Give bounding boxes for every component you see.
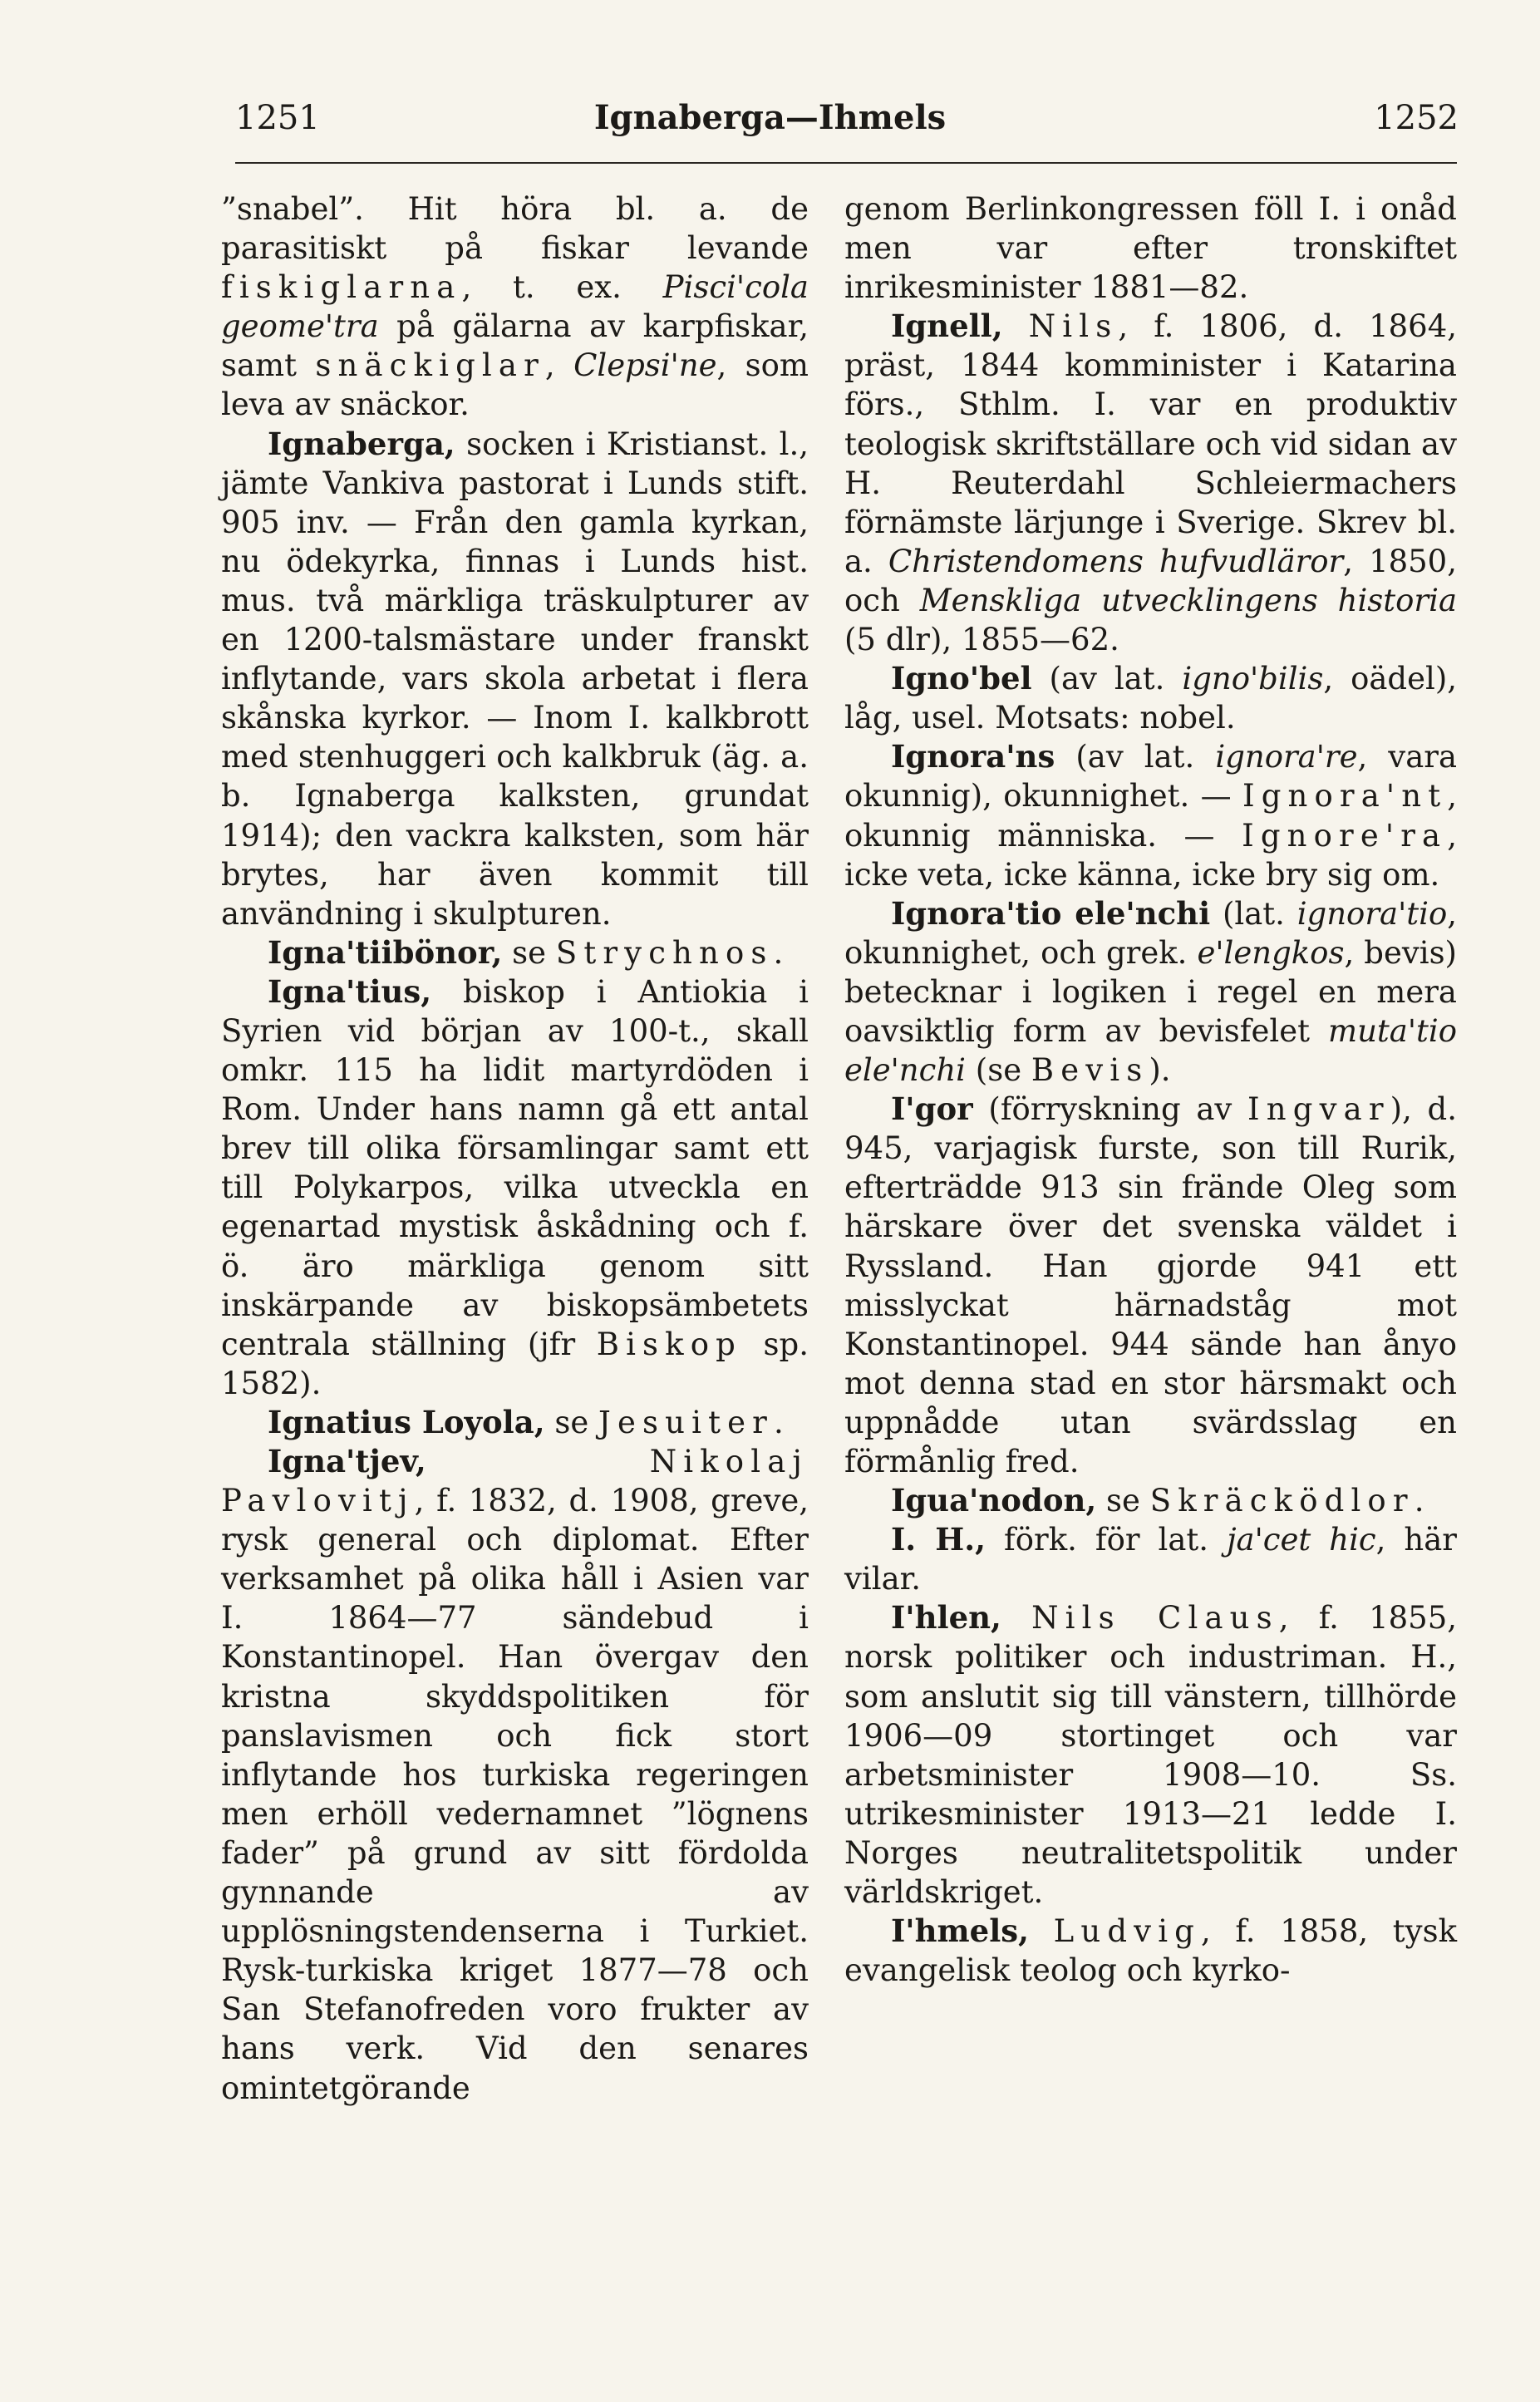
spaced-name: Nikolaj Pavlovitj bbox=[221, 1444, 809, 1519]
spaced-name: Bevis bbox=[1031, 1052, 1149, 1089]
entry-headword: I'gor bbox=[891, 1090, 973, 1128]
continued-text bbox=[221, 190, 809, 425]
entry-text: (lat. bbox=[1210, 895, 1297, 932]
entry-text: (av lat. bbox=[1031, 661, 1183, 697]
entry-text: , icke veta, icke känna, icke bry sig om. bbox=[844, 817, 1457, 893]
entry-text: . bbox=[773, 934, 784, 971]
entry-text: ). bbox=[1149, 1052, 1171, 1089]
entry-text: , okunnig människa. — bbox=[844, 778, 1457, 854]
italic-term: Menskliga utvecklingens historia bbox=[919, 582, 1457, 618]
entry-text: , vara okunnig), okunnighet. — bbox=[844, 739, 1457, 815]
spaced-name: fiskiglarna bbox=[221, 269, 462, 306]
spaced-name: Nils Claus bbox=[1031, 1600, 1279, 1637]
entry-text: , f. 1855, norsk politiker och industriman. H., som anslutit sig till vänstern, tillhörde 1906—09 stortinget och var arbetsminister 1908—10. Ss. utrikesminister 1913—21 ledde I. Norges neutralitetspolitik under världskriget. bbox=[844, 1600, 1457, 1911]
italic-term: Pisci'cola geome'tra bbox=[221, 269, 809, 345]
entry-text: socken i Kristianst. l., jämte Vankiva pastorat i Lunds stift. 905 inv. — Från den gamla kyrkan, nu ödekyrka, finnas i Lunds hist. mus. två märkliga träskulpturer av en 1200-talsmästare under franskt inflytande, vars skola arbetat i flera skånska kyrkor. — Inom I. kalkbrott med stenhuggeri och kalkbruk (äg. a. b. Ignaberga kalksten, grundat 1914); den vackra kalksten, som här brytes, har även kommit till användning i skulpturen. bbox=[221, 426, 809, 932]
continued-text bbox=[844, 190, 1457, 307]
dictionary-entry bbox=[221, 425, 809, 933]
entry-headword: Igno'bel bbox=[891, 660, 1032, 697]
entry-headword: Ignora'tio ele'nchi bbox=[891, 894, 1211, 932]
entry-text: på gälarna av karpfiskar, samt bbox=[221, 308, 809, 384]
entry-text: , f. 1832, d. 1908, greve, rysk general och diplomat. Efter verksamhet på olika håll i Asien var I. 1864—77 sändebud i Konstantinopel. Han övergav den kristna skyddspolitiken för panslavismen och fick stort inflytande hos turkiska regeringen men erhöll vedernamnet ”lögnens fader” på grund av sitt fördolda gynnande av upplösningstendenserna i Turkiet. Rysk-turkiska kriget 1877—78 och San Stefanofreden voro frukter av hans verk. Vid den senares omintetgörande bbox=[221, 1483, 809, 2106]
entry-text: se bbox=[544, 1404, 599, 1440]
spaced-name: Ignore'ra bbox=[1242, 817, 1448, 854]
spaced-name: Ingvar bbox=[1247, 1091, 1390, 1128]
dictionary-entry bbox=[844, 659, 1457, 737]
entry-text: förk. för lat. bbox=[986, 1522, 1228, 1558]
entry-text: , okunnighet, och grek. bbox=[844, 895, 1457, 971]
entry-text: (5 dlr), 1855—62. bbox=[844, 622, 1119, 658]
dictionary-entry bbox=[221, 1442, 809, 2108]
right-column bbox=[844, 190, 1457, 1990]
entry-text bbox=[1001, 1600, 1031, 1636]
right-page-number: 1252 bbox=[1374, 99, 1459, 137]
italic-term: muta'tio ele'nchi bbox=[844, 1012, 1457, 1089]
entry-headword: Igua'nodon, bbox=[891, 1482, 1097, 1519]
spaced-name: Nils bbox=[1028, 308, 1119, 345]
entry-text: , bbox=[544, 347, 574, 384]
spaced-name: Jesuiter bbox=[598, 1404, 774, 1440]
dictionary-entry bbox=[221, 1403, 809, 1442]
entry-text: ”snabel”. Hit höra bl. a. de parasitiskt på fiskar levande bbox=[221, 191, 809, 267]
entry-text: , f. 1858, tysk evangelisk teolog och kyrko- bbox=[844, 1913, 1457, 1989]
italic-term: Clepsi'ne bbox=[573, 347, 717, 384]
entry-headword: Ignaberga, bbox=[268, 425, 455, 462]
entry-text: , oädel), låg, usel. Motsats: nobel. bbox=[844, 661, 1458, 736]
entry-text: , bevis) betecknar i logiken i regel en mera oavsiktlig form av bevisfelet bbox=[844, 934, 1457, 1049]
entry-text: , här vilar. bbox=[844, 1522, 1457, 1597]
entry-text: (förryskning av bbox=[972, 1091, 1248, 1128]
dictionary-entry bbox=[844, 894, 1457, 1090]
entry-text: genom Berlinkongressen föll I. i onåd men var efter tronskiftet inrikesminister 1881—82. bbox=[844, 191, 1457, 306]
left-page-number: 1251 bbox=[235, 99, 320, 137]
entry-headword: Igna'tiibönor, bbox=[268, 933, 503, 971]
entry-text: biskop i Antiokia i Syrien vid början av 100-t., skall omkr. 115 ha lidit martyrdöden i Rom. Under hans namn gå ett antal brev till olika församlingar samt ett till Polykarpos, vilka utveckla en egenartad mystisk åskådning och f. ö. äro märkliga genom sitt inskärpande av biskopsämbetets centrala ställning (jfr bbox=[221, 973, 809, 1362]
spaced-name: snäckiglar bbox=[315, 347, 545, 384]
entry-text: se bbox=[1096, 1483, 1150, 1519]
left-column bbox=[221, 190, 809, 2108]
entry-text: , f. 1806, d. 1864, präst, 1844 komminister i Katarina förs., Sthlm. I. var en produktiv teologisk skriftställare och vid sidan av H. Reuterdahl Schleiermachers förnämste lärjunge i Sverige. Skrev bl. a. bbox=[844, 308, 1457, 579]
entry-headword: Igna'tjev, bbox=[268, 1443, 426, 1479]
entry-text: sp. 1582). bbox=[221, 1326, 809, 1401]
italic-term: ja'cet hic bbox=[1227, 1522, 1376, 1558]
entry-headword: I'hmels, bbox=[891, 1912, 1029, 1950]
italic-term: igno'bilis bbox=[1182, 661, 1324, 697]
spaced-name: Strychnos bbox=[555, 934, 774, 971]
spaced-name: Ludvig bbox=[1053, 1913, 1202, 1950]
running-header-title: Ignaberga—Ihmels bbox=[593, 98, 947, 137]
entry-headword: Ignell, bbox=[891, 308, 1003, 345]
entry-text: . bbox=[1414, 1483, 1424, 1519]
entry-text: . bbox=[773, 1404, 784, 1440]
entry-text: , t. ex. bbox=[461, 269, 663, 306]
spaced-name: Skräcködlor bbox=[1149, 1483, 1415, 1519]
entry-text: , som leva av snäckor. bbox=[221, 347, 809, 423]
entry-text bbox=[1029, 1913, 1054, 1949]
dictionary-entry bbox=[844, 1481, 1457, 1520]
dictionary-entry bbox=[844, 307, 1457, 659]
entry-text: se bbox=[502, 934, 556, 971]
dictionary-entry bbox=[221, 933, 809, 972]
entry-headword: Ignatius Loyola, bbox=[268, 1403, 545, 1440]
entry-headword: Ignora'ns bbox=[891, 738, 1055, 775]
dictionary-entry bbox=[844, 1912, 1457, 1990]
dictionary-entry bbox=[844, 1090, 1457, 1481]
entry-text: (se bbox=[966, 1052, 1031, 1089]
italic-term: ignora'tio bbox=[1296, 895, 1448, 932]
spaced-name: Biskop bbox=[596, 1326, 742, 1362]
entry-headword: I. H., bbox=[891, 1521, 986, 1558]
entry-text: ), d. 945, varjagisk furste, son till Rurik, efterträdde 913 sin frände Oleg som härskare över det svenska väldet i Ryssland. Han gjorde 941 ett misslyckat härnadståg mot Konstantinopel. 944 sände han ånyo mot denna stad en stor härsmakt och uppnådde utan svärdsslag en förmånlig fred. bbox=[844, 1091, 1458, 1479]
entry-text: , 1850, och bbox=[844, 543, 1457, 618]
spaced-name: Ignora'nt bbox=[1242, 778, 1448, 815]
entry-text: (av lat. bbox=[1055, 739, 1216, 775]
italic-term: e'lengkos bbox=[1197, 934, 1345, 971]
entry-text bbox=[1003, 308, 1029, 344]
dictionary-entry bbox=[844, 1520, 1457, 1598]
dictionary-entry bbox=[221, 972, 809, 1403]
header-rule bbox=[235, 162, 1457, 164]
italic-term: Christendomens hufvudläror bbox=[888, 543, 1344, 579]
entry-headword: I'hlen, bbox=[891, 1599, 1001, 1637]
dictionary-entry bbox=[844, 737, 1457, 893]
entry-headword: Igna'tius, bbox=[268, 972, 432, 1010]
entry-text bbox=[426, 1444, 650, 1479]
dictionary-entry bbox=[844, 1598, 1457, 1912]
italic-term: ignora're bbox=[1215, 739, 1358, 775]
